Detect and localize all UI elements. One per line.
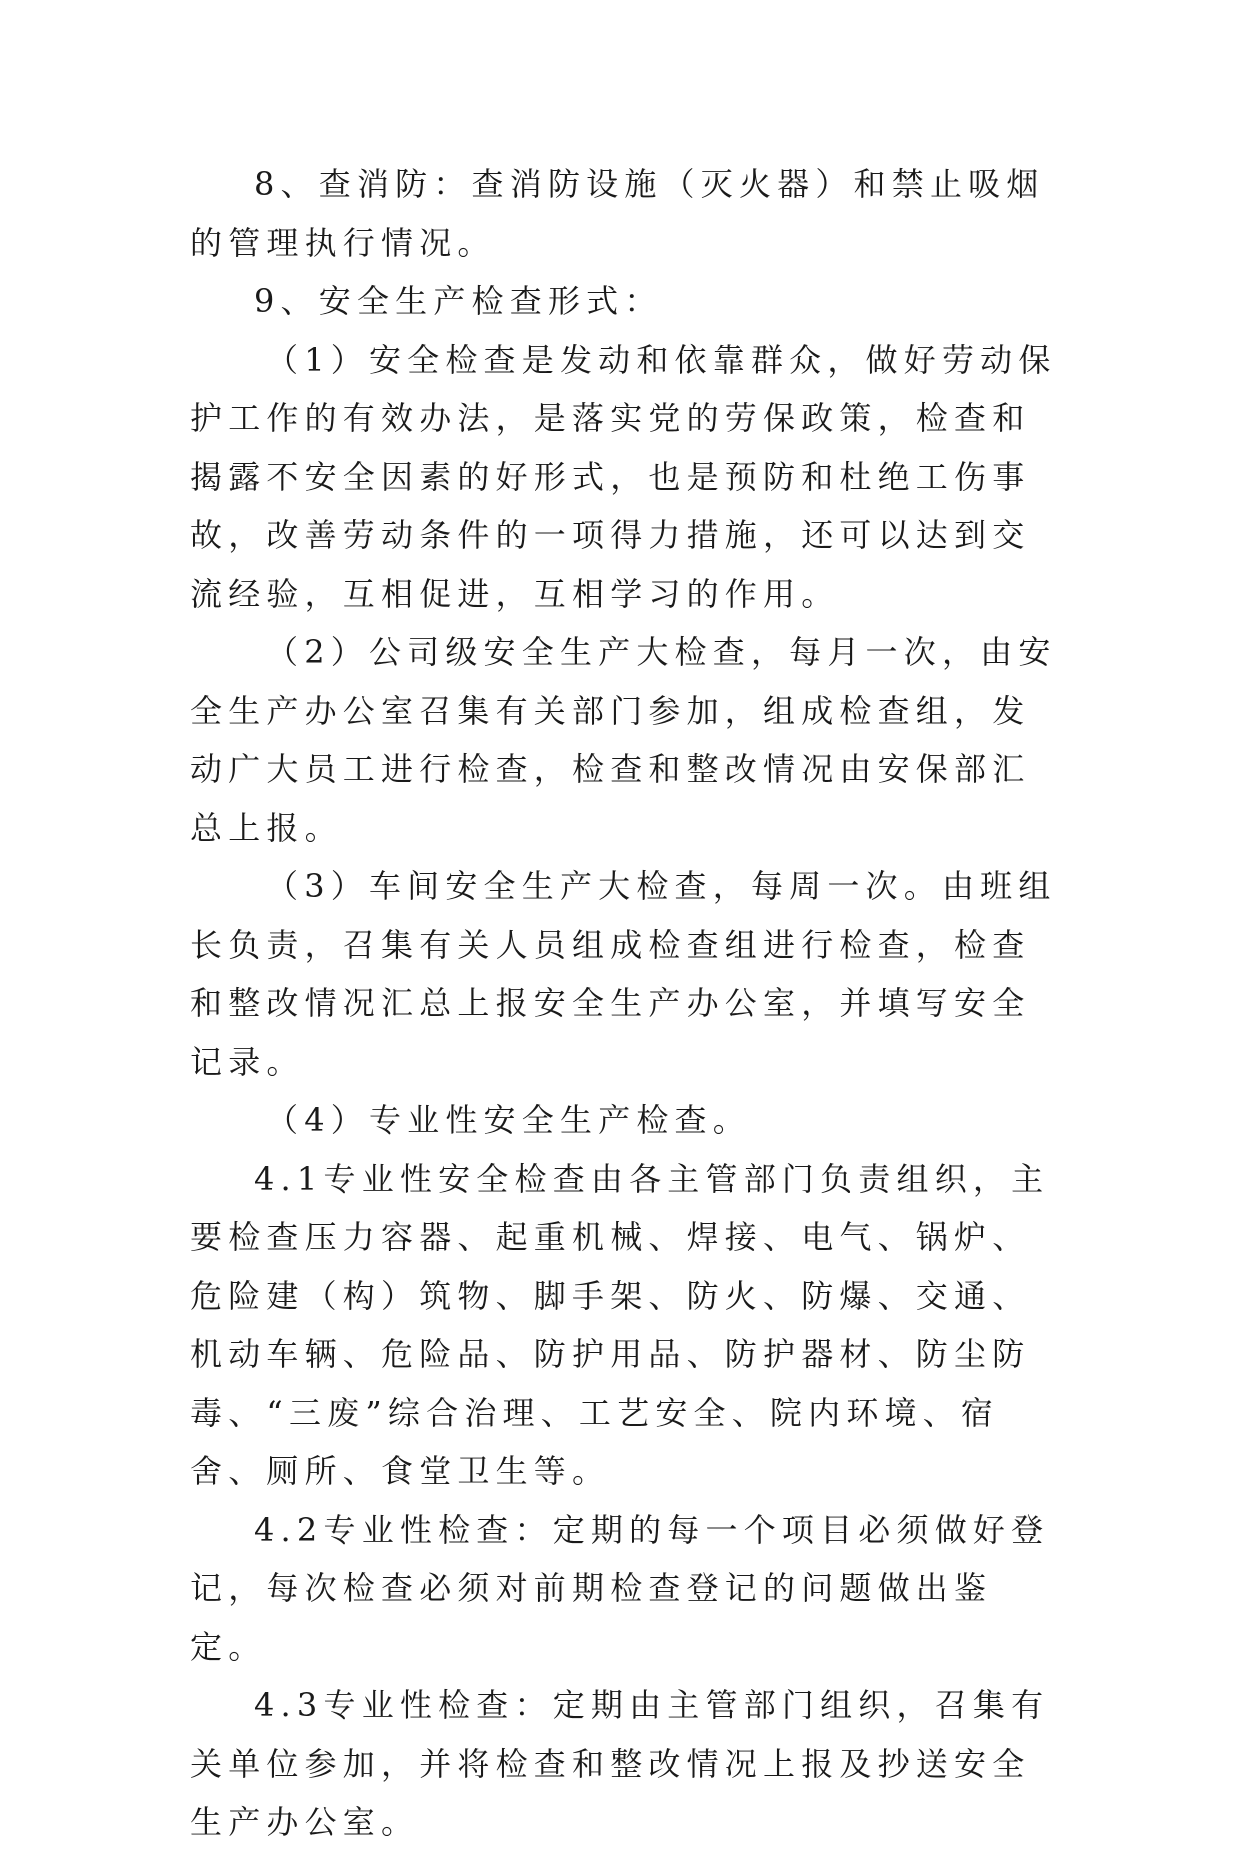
paragraph-item-1: （1）安全检查是发动和依靠群众，做好劳动保护工作的有效办法，是落实党的劳保政策，检查和揭露不安全因素的好形式，也是预防和杜绝工伤事故，改善劳动条件的一项得力措施，还可以达到交流经验，互相促进，互相学习的作用。 bbox=[190, 340, 1057, 613]
paragraph-4-3: 4.3专业性检查：定期由主管部门组织，召集有关单位参加，并将检查和整改情况上报及抄送安全生产办公室。 bbox=[190, 1686, 1050, 1841]
paragraph-item-3: （3）车间安全生产大检查，每周一次。由班组长负责，召集有关人员组成检查组进行检查，检查和整改情况汇总上报安全生产办公室，并填写安全记录。 bbox=[190, 867, 1057, 1081]
paragraph-4-1: 4.1专业性安全检查由各主管部门负责组织，主要检查压力容器、起重机械、焊接、电气、锅炉、危险建（构）筑物、脚手架、防火、防爆、交通、机动车辆、危险品、防护用品、防护器材、防尘防毒、“三废”综合治理、工艺安全、院内环境、宿舍、厕所、食堂卫生等。 bbox=[190, 1159, 1050, 1490]
paragraph-item-4: （4）专业性安全生产检查。 bbox=[266, 1101, 751, 1139]
document-body bbox=[190, 155, 1058, 1852]
paragraph-fire-inspection: 8、查消防：查消防设施（灭火器）和禁止吸烟的管理执行情况。 bbox=[190, 165, 1045, 262]
paragraph-inspection-forms: 9、安全生产检查形式： bbox=[254, 282, 663, 320]
paragraph-4-2: 4.2专业性检查：定期的每一个项目必须做好登记，每次检查必须对前期检查登记的问题做出鉴定。 bbox=[190, 1510, 1050, 1666]
paragraph-item-2: （2）公司级安全生产大检查，每月一次，由安全生产办公室召集有关部门参加，组成检查组，发动广大员工进行检查，检查和整改情况由安保部汇总上报。 bbox=[190, 633, 1057, 847]
